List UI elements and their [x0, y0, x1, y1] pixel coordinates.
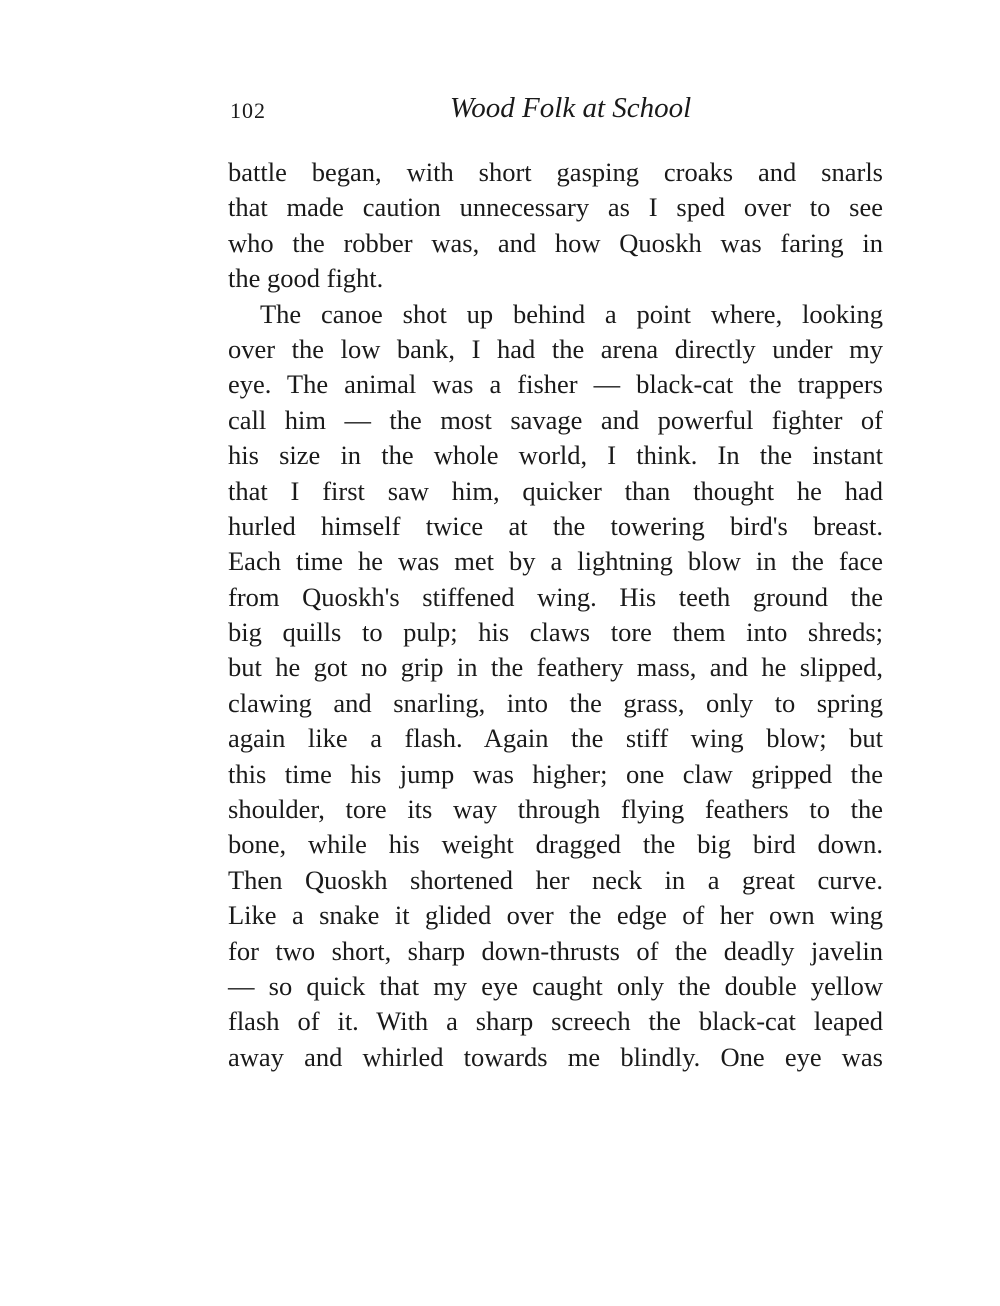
- text-line: battle began, with short gasping croaks and snarls: [228, 157, 883, 187]
- text-line: Then Quoskh shortened her neck in a great curve.: [228, 864, 883, 895]
- text-line: for two short, sharp down-thrusts of the deadly javelin: [228, 935, 883, 966]
- text-line: this time his jump was higher; one claw gripped the: [228, 758, 883, 789]
- text-line: Like a snake it glided over the edge of her own wing: [228, 900, 883, 931]
- text-line: but he got no grip in the feathery mass, and he slipped,: [228, 652, 883, 683]
- text-line: shoulder, tore its way through flying feathers to the: [228, 794, 883, 825]
- text-line: that I first saw him, quicker than thought he had: [228, 475, 883, 506]
- text-line: the good fight.: [228, 263, 384, 294]
- text-line: from Quoskh's stiffened wing. His teeth ground the: [228, 581, 883, 612]
- text-line: clawing and snarling, into the grass, only to spring: [228, 687, 883, 718]
- text-line: bone, while his weight dragged the big bird down.: [228, 829, 883, 860]
- text-line: big quills to pulp; his claws tore them into shreds;: [228, 617, 883, 648]
- text-line: away and whirled towards me blindly. One eye was: [228, 1041, 883, 1072]
- page-number: 102: [230, 98, 266, 123]
- text-line: Each time he was met by a lightning blow in the face: [228, 546, 883, 577]
- text-line: over the low bank, I had the arena directly under my: [228, 333, 883, 364]
- body-text: [228, 155, 883, 1075]
- text-line: The canoe shot up behind a point where, looking: [260, 298, 883, 329]
- text-line: hurled himself twice at the towering bird's breast.: [228, 510, 883, 541]
- page-header: [228, 92, 883, 132]
- text-line: flash of it. With a sharp screech the black-cat leaped: [228, 1006, 883, 1037]
- text-line: who the robber was, and how Quoskh was faring in: [228, 227, 883, 258]
- text-line: that made caution unnecessary as I sped over to see: [228, 192, 883, 223]
- text-line: again like a flash. Again the stiff wing blow; but: [228, 723, 883, 754]
- text-line: call him — the most savage and powerful fighter of: [228, 404, 883, 435]
- text-line: — so quick that my eye caught only the double yellow: [228, 970, 883, 1001]
- text-line: his size in the whole world, I think. In the instant: [228, 440, 883, 471]
- running-title: Wood Folk at School: [449, 92, 692, 124]
- text-line: eye. The animal was a fisher — black-cat the trappers: [228, 369, 883, 400]
